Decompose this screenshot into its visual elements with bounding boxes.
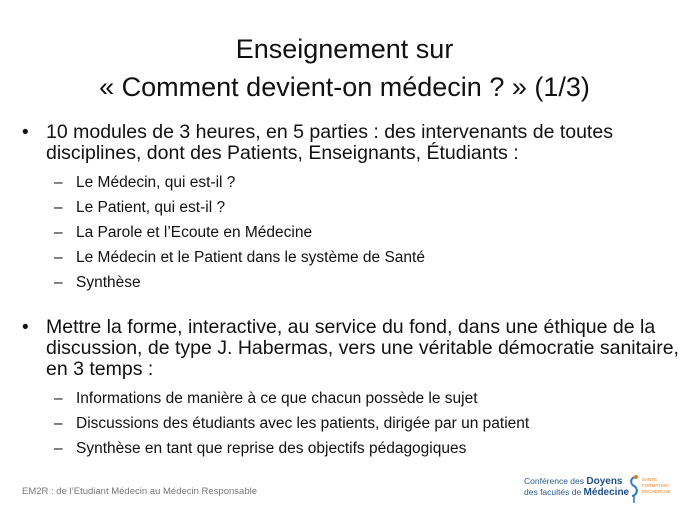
list-item: – Le Médecin, qui est-il ? — [20, 170, 680, 195]
list-item: – Discussions des étudiants avec les patients, dirigée par un patient — [20, 411, 680, 436]
conference-doyens-logo: Conférence des Doyens des facultés de Médecine SANTÉ FORMATION RECHERCHE — [524, 474, 674, 504]
title-line-2: « Comment devient-on médecin ? » (1/3) — [99, 72, 590, 102]
bullet-text: Mettre la forme, interactive, au service du fond, dans une éthique de la discussion, de type J. Habermas, vers une véritable démocratie sanitaire, en 3 temps : — [46, 316, 679, 380]
caduceus-icon — [628, 474, 640, 504]
bullet-1 — [20, 122, 680, 295]
footer-text: EM2R : de l’Etudiant Médecin au Médecin Responsable — [22, 486, 257, 497]
dash-icon: – — [54, 415, 63, 432]
bullet-2 — [20, 317, 680, 461]
list-item: – Informations de manière à ce que chacun possède le sujet — [20, 386, 680, 411]
list-item: – Le Patient, qui est-il ? — [20, 195, 680, 220]
sub-list — [20, 386, 680, 461]
dash-icon: – — [54, 440, 63, 457]
dash-icon: – — [54, 390, 63, 407]
slide-title — [0, 30, 689, 106]
list-item: – Le Médecin et le Patient dans le système de Santé — [20, 245, 680, 270]
dash-icon: – — [54, 249, 63, 266]
bullet-text: 10 modules de 3 heures, en 5 parties : des intervenants de toutes disciplines, dont des Patients, Enseignants, Étudiants : — [46, 121, 613, 164]
dash-icon: – — [54, 274, 63, 291]
list-item: – Synthèse en tant que reprise des objectifs pédagogiques — [20, 436, 680, 461]
sub-list — [20, 170, 680, 295]
dash-icon: – — [54, 224, 63, 241]
list-item: – La Parole et l’Ecoute en Médecine — [20, 220, 680, 245]
title-line-1: Enseignement sur — [235, 34, 454, 64]
dash-icon: – — [54, 199, 63, 216]
dash-icon: – — [54, 174, 63, 191]
list-item: – Synthèse — [20, 270, 680, 295]
bullet-dot-icon: • — [22, 122, 29, 143]
slide-body — [20, 122, 680, 461]
bullet-dot-icon: • — [22, 317, 29, 338]
